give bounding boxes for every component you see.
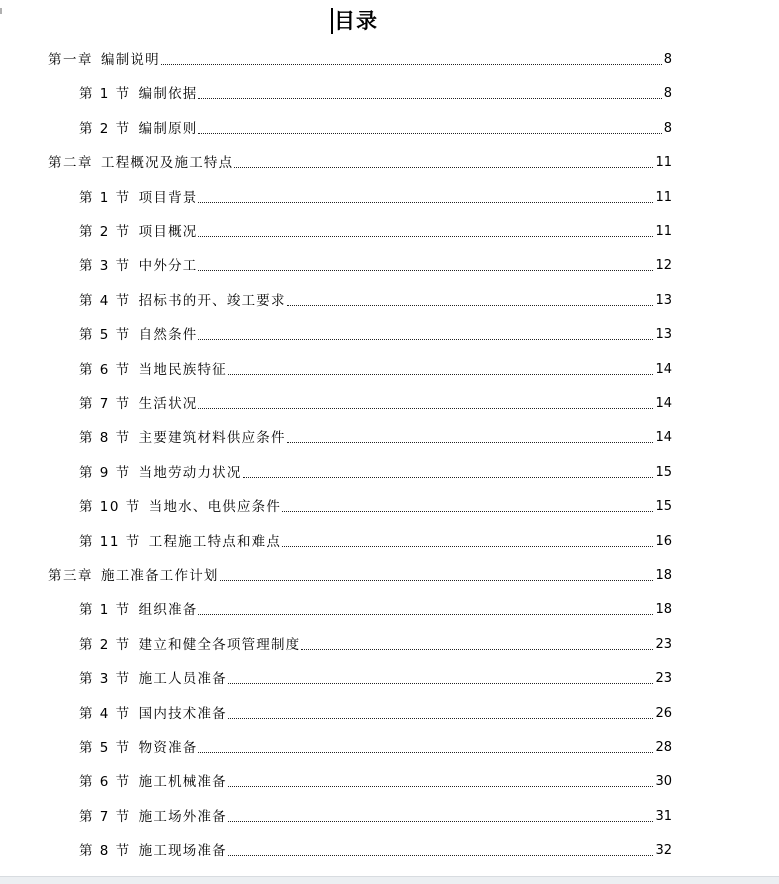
entry-number: 第 6 节 (79, 774, 131, 791)
entry-number: 第 4 节 (79, 705, 131, 722)
entry-title: 生活状况 (138, 396, 198, 412)
dot-leader (198, 408, 653, 409)
entry-title: 工程概况及施工特点 (101, 155, 234, 172)
dot-leader (198, 614, 653, 615)
toc-section-entry[interactable] (79, 256, 672, 276)
entry-number: 第 7 节 (79, 396, 131, 412)
toc-section-entry[interactable] (79, 428, 672, 448)
entry-title: 施工人员准备 (138, 671, 227, 688)
dot-leader (198, 236, 653, 237)
entry-number: 第 4 节 (79, 292, 131, 309)
entry-page-number: 11 (655, 189, 672, 205)
entry-number: 第 10 节 (79, 499, 141, 516)
dot-leader (198, 752, 653, 753)
toc-section-entry[interactable] (79, 394, 672, 414)
entry-title: 招标书的开、竣工要求 (138, 292, 286, 309)
entry-page-number: 8 (663, 86, 672, 102)
entry-number: 第 3 节 (79, 258, 131, 275)
dot-leader (198, 98, 661, 99)
dot-leader (228, 718, 654, 719)
toc-chapter-entry[interactable] (48, 153, 672, 173)
entry-title: 当地民族特征 (138, 361, 227, 378)
entry-title: 编制依据 (138, 86, 198, 103)
dot-leader (228, 855, 654, 856)
toc-section-entry[interactable] (79, 635, 672, 655)
dot-leader (198, 339, 653, 340)
entry-page-number: 8 (663, 120, 672, 136)
entry-page-number: 14 (655, 430, 672, 446)
entry-title: 当地劳动力状况 (138, 464, 242, 481)
toc-chapter-entry[interactable] (48, 566, 672, 586)
toc-section-entry[interactable] (79, 463, 672, 483)
toc-section-entry[interactable] (79, 738, 672, 758)
toc-section-entry[interactable] (79, 532, 672, 552)
dot-leader (198, 133, 661, 134)
dot-leader (287, 442, 654, 443)
entry-number: 第 2 节 (79, 636, 131, 653)
entry-page-number: 28 (655, 740, 672, 755)
dot-leader (198, 270, 653, 271)
entry-number: 第 3 节 (79, 671, 131, 688)
entry-number: 第 9 节 (79, 464, 131, 481)
entry-title: 施工机械准备 (138, 774, 227, 791)
dot-leader (228, 786, 654, 787)
toc-section-entry[interactable] (79, 704, 672, 724)
entry-number: 第 2 节 (79, 224, 131, 240)
entry-title: 施工现场准备 (138, 843, 227, 860)
toc-section-entry[interactable] (79, 84, 672, 104)
entry-page-number: 31 (655, 808, 672, 824)
entry-page-number: 18 (655, 568, 672, 583)
toc-section-entry[interactable] (79, 841, 672, 861)
entry-page-number: 16 (655, 533, 672, 549)
entry-title: 自然条件 (138, 327, 198, 344)
entry-number: 第一章 (48, 52, 93, 68)
entry-page-number: 8 (663, 52, 672, 67)
entry-title: 编制说明 (101, 52, 160, 68)
toc-section-entry[interactable] (79, 497, 672, 517)
toc-chapter-entry[interactable] (48, 50, 672, 70)
entry-page-number: 15 (655, 499, 672, 515)
toc-section-entry[interactable] (79, 669, 672, 689)
entry-number: 第 1 节 (79, 602, 131, 619)
entry-page-number: 11 (655, 155, 672, 171)
entry-number: 第 1 节 (79, 86, 131, 103)
entry-title: 物资准备 (138, 740, 198, 756)
entry-title: 工程施工特点和难点 (148, 533, 282, 550)
entry-page-number: 14 (655, 361, 672, 377)
entry-number: 第 5 节 (79, 327, 131, 344)
entry-page-number: 23 (655, 671, 672, 687)
dot-leader (287, 305, 654, 306)
entry-number: 第 2 节 (79, 120, 131, 137)
toc-section-entry[interactable] (79, 360, 672, 380)
toc-section-entry[interactable] (79, 772, 672, 792)
dot-leader (198, 202, 653, 203)
entry-title: 中外分工 (138, 258, 198, 275)
dot-leader (228, 374, 654, 375)
dot-leader (161, 64, 662, 65)
dot-leader (234, 167, 653, 168)
entry-number: 第二章 (48, 155, 93, 172)
entry-page-number: 23 (655, 636, 672, 652)
entry-number: 第 6 节 (79, 361, 131, 378)
entry-page-number: 15 (655, 464, 672, 480)
entry-number: 第 8 节 (79, 843, 131, 860)
toc-section-entry[interactable] (79, 807, 672, 827)
margin-marker (0, 8, 2, 14)
entry-page-number: 18 (655, 602, 672, 618)
dot-leader (282, 511, 653, 512)
toc-title: 目录 (334, 9, 378, 33)
entry-title: 施工准备工作计划 (101, 568, 219, 584)
entry-page-number: 26 (655, 705, 672, 721)
entry-page-number: 32 (655, 843, 672, 859)
toc-section-entry[interactable] (79, 325, 672, 345)
text-cursor (331, 8, 333, 34)
entry-title: 国内技术准备 (138, 705, 227, 722)
toc-section-entry[interactable] (79, 291, 672, 311)
dot-leader (243, 477, 654, 478)
entry-title: 组织准备 (138, 602, 198, 619)
dot-leader (301, 649, 653, 650)
entry-page-number: 13 (655, 292, 672, 308)
entry-title: 主要建筑材料供应条件 (138, 430, 286, 447)
entry-number: 第 5 节 (79, 740, 131, 756)
entry-number: 第 7 节 (79, 808, 131, 825)
toc-section-entry[interactable] (79, 188, 672, 208)
entry-title: 建立和健全各项管理制度 (138, 636, 301, 653)
entry-title: 项目概况 (138, 224, 198, 240)
dot-leader (228, 683, 654, 684)
toc-section-entry[interactable] (79, 222, 672, 242)
entry-page-number: 12 (655, 258, 672, 274)
toc-section-entry[interactable] (79, 600, 672, 620)
entry-number: 第三章 (48, 568, 93, 584)
entry-page-number: 30 (655, 774, 672, 790)
entry-title: 项目背景 (138, 189, 198, 206)
dot-leader (282, 546, 653, 547)
entry-title: 编制原则 (138, 120, 198, 137)
toc-section-entry[interactable] (79, 119, 672, 139)
dot-leader (220, 580, 654, 581)
dot-leader (228, 821, 654, 822)
entry-number: 第 1 节 (79, 189, 131, 206)
entry-number: 第 8 节 (79, 430, 131, 447)
entry-title: 当地水、电供应条件 (148, 499, 282, 516)
entry-number: 第 11 节 (79, 533, 141, 550)
entry-title: 施工场外准备 (138, 808, 227, 825)
entry-page-number: 13 (655, 327, 672, 343)
entry-page-number: 14 (655, 396, 672, 411)
entry-page-number: 11 (655, 224, 672, 239)
